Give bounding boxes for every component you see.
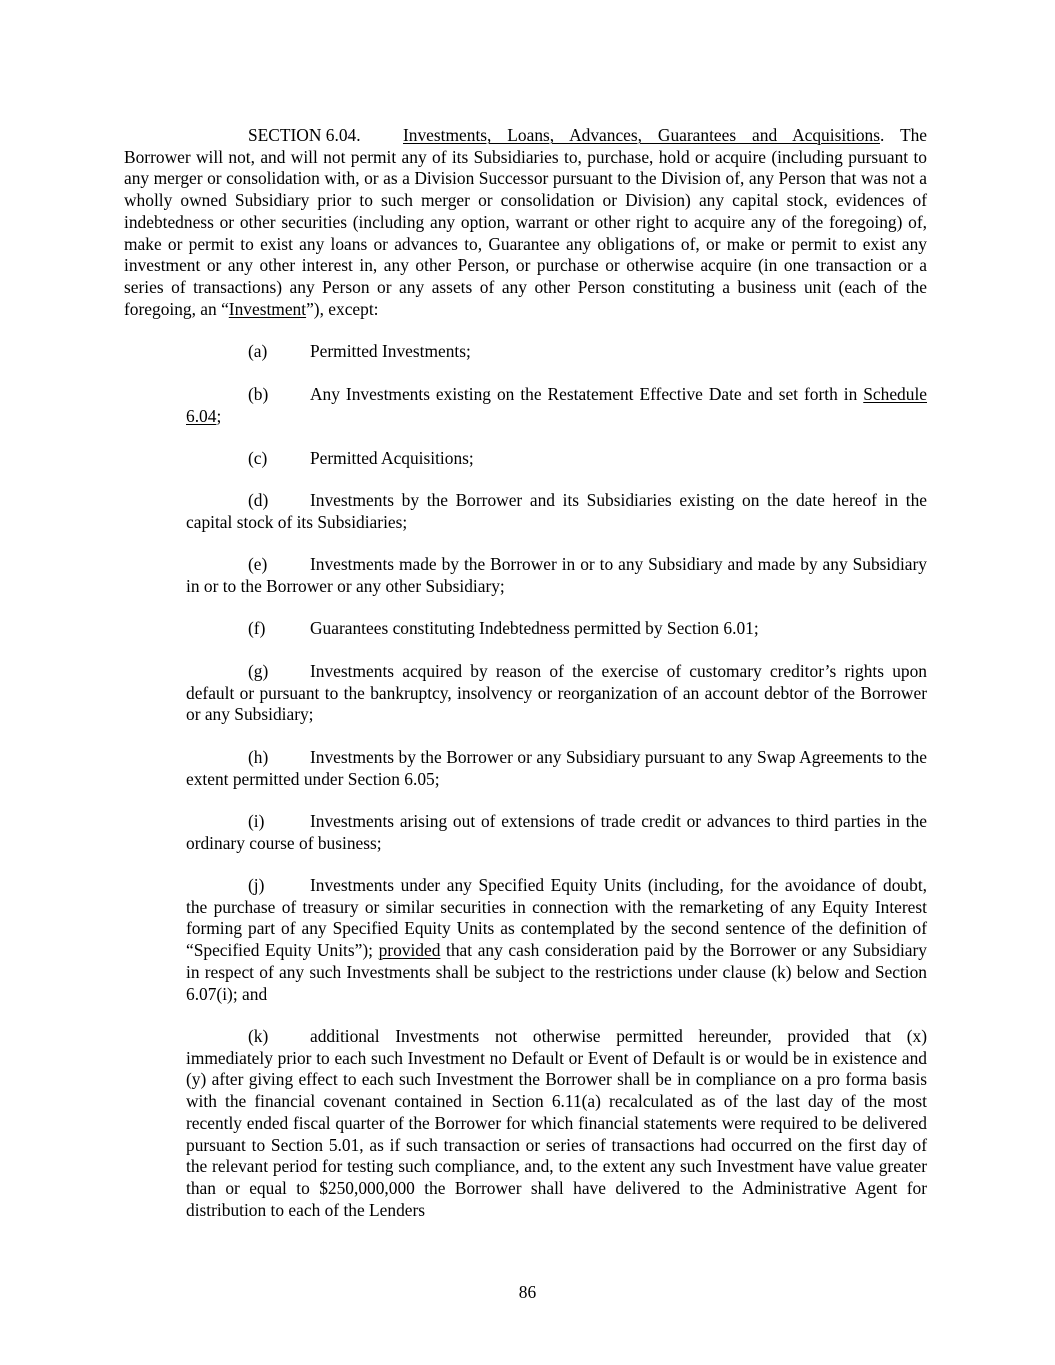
- clause-label: (g): [248, 661, 269, 681]
- clause-text: Permitted Acquisitions;: [310, 448, 474, 468]
- clause-label: (e): [248, 554, 268, 574]
- clause-d: [186, 490, 927, 533]
- clause-label: (b): [248, 384, 269, 404]
- defined-term-investment: Investment: [228, 298, 307, 319]
- clause-h: [186, 747, 927, 790]
- schedule-6-04-reference: Schedule 6.04: [186, 384, 927, 426]
- clause-e: [186, 554, 927, 597]
- clause-g: [186, 661, 927, 726]
- section-title: Investments, Loans, Advances, Guarantees and Acquisitions: [403, 125, 881, 145]
- clause-text: Any Investments existing on the Restatement Effective Date and set forth in: [310, 384, 864, 404]
- clause-text-end: that any cash consideration paid by the Borrower or any Subsidiary in respect of any such Investments shall be subject to the restrictions under clause (k) below and Section 6.07(i); and: [186, 940, 927, 1004]
- clause-text-end: ;: [216, 405, 222, 426]
- clause-text: Investments by the Borrower and its Subsidiaries existing on the date hereof in the capital stock of its Subsidiaries;: [186, 490, 927, 532]
- clause-text: Investments arising out of extensions of trade credit or advances to third parties in the ordinary course of business;: [186, 811, 927, 853]
- clause-label: (a): [248, 341, 268, 361]
- clause-label: (c): [248, 448, 268, 468]
- clause-label: (f): [248, 618, 266, 638]
- clause-text: additional Investments not otherwise permitted hereunder, provided that (x) immediately prior to each such Investment no Default or Event of Default is or would be in existence and (y) after giving effect to each such Investment the Borrower shall be in compliance on a pro forma basis with the financial covenant contained in Section 6.11(a) recalculated as of the last day of the most recently ended fiscal quarter of the Borrower for which financial statements were required to be delivered pursuant to Section 5.01, as if such transaction or series of transactions had occurred on the first day of the relevant period for testing such compliance, and, to the extent any such Investment have value greater than or equal to $250,000,000 the Borrower shall have delivered to the Administrative Agent for distribution to each of the Lenders: [186, 1026, 927, 1220]
- section-body-end: ”), except:: [306, 298, 379, 319]
- clause-label: (i): [248, 811, 265, 831]
- clause-label: (d): [248, 490, 269, 510]
- section-body: The Borrower will not, and will not permit any of its Subsidiaries to, purchase, hold or acquire (including pursuant to any merger or consolidation with, or as a Division Successor pursuant to the Division of, any Person that was not a wholly owned Subsidiary prior to such merger or consolidation or Division) any capital stock, evidences of indebtedness or other securities (including any option, warrant or other right to acquire any of the foregoing) of, make or permit to exist any loans or advances to, Guarantee any obligations of, or make or permit to exist any investment or any other interest in, any other Person, or purchase or otherwise acquire (in one transaction or a series of transactions) any Person or any assets of any other Person constituting a business unit (each of the foregoing, an “: [124, 125, 928, 319]
- clause-text: Guarantees constituting Indebtedness permitted by Section 6.01;: [310, 618, 759, 638]
- clause-b: [186, 384, 927, 427]
- clause-text: Investments made by the Borrower in or to any Subsidiary and made by any Subsidiary in or to the Borrower or any other Subsidiary;: [186, 554, 927, 596]
- clause-i: [186, 811, 927, 854]
- clause-a: [186, 341, 927, 363]
- page-number: 86: [518, 1282, 537, 1302]
- clause-k: [186, 1026, 927, 1221]
- clause-f: [186, 618, 927, 640]
- clause-c: [186, 448, 927, 470]
- section-6-04-paragraph: [124, 125, 927, 320]
- clause-label: (h): [248, 747, 269, 767]
- clause-label: (j): [248, 875, 265, 895]
- section-title-period: .: [880, 125, 885, 145]
- clause-j: [186, 875, 927, 1005]
- clause-text: Investments by the Borrower or any Subsidiary pursuant to any Swap Agreements to the extent permitted under Section 6.05;: [186, 747, 927, 789]
- provided-term: provided: [378, 940, 441, 961]
- clause-text: Permitted Investments;: [310, 341, 471, 361]
- clause-text: Investments acquired by reason of the exercise of customary creditor’s rights upon default or pursuant to the bankruptcy, insolvency or reorganization of an account debtor of the Borrower or any Subsidiary;: [186, 661, 927, 725]
- section-number: SECTION 6.04.: [248, 125, 361, 145]
- clause-text: Investments under any Specified Equity Units (including, for the avoidance of doubt, the purchase of treasury or similar securities in connection with the remarketing of any Equity Interest forming part of any Specified Equity Units as contemplated by the second sentence of the definition of “Specified Equity Units”);: [186, 875, 927, 961]
- clause-label: (k): [248, 1026, 269, 1046]
